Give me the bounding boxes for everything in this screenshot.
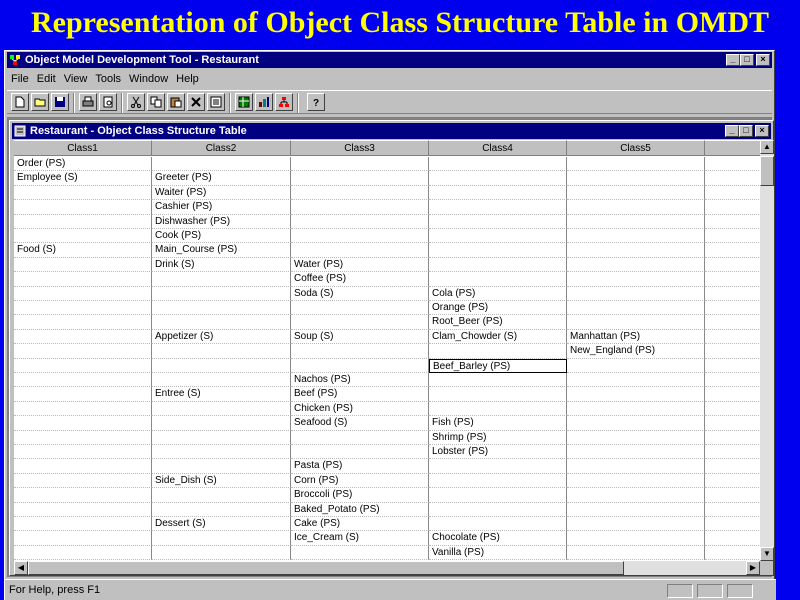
menu-tools[interactable]: Tools — [95, 73, 122, 85]
grid-cell[interactable] — [14, 373, 152, 387]
grid-cell[interactable] — [705, 387, 760, 401]
save-icon[interactable] — [51, 93, 69, 111]
chart-view-icon[interactable] — [255, 93, 273, 111]
grid-cell[interactable] — [291, 243, 429, 257]
grid-cell[interactable] — [291, 301, 429, 315]
grid-cell[interactable] — [291, 546, 429, 560]
grid-cell[interactable] — [152, 546, 291, 560]
status-pane-2 — [697, 584, 723, 598]
grid-cell[interactable] — [152, 272, 291, 286]
menu-view[interactable]: View — [63, 73, 88, 85]
grid-cell[interactable] — [14, 488, 152, 502]
grid-cell[interactable] — [705, 272, 760, 286]
grid-cell[interactable] — [152, 301, 291, 315]
grid-cell[interactable] — [705, 171, 760, 185]
grid-cell[interactable]: New_England (PS) — [567, 344, 705, 358]
grid-cell[interactable] — [14, 402, 152, 416]
menu-window[interactable]: Window — [129, 73, 169, 85]
grid-cell[interactable] — [429, 517, 567, 531]
menu-bar — [7, 70, 772, 88]
grid-cell[interactable] — [429, 200, 567, 214]
document-icon — [14, 125, 26, 137]
grid-cell[interactable] — [14, 431, 152, 445]
grid-cell[interactable] — [567, 359, 705, 373]
grid-cell[interactable]: Water (PS) — [291, 258, 429, 272]
grid-cell[interactable] — [291, 229, 429, 243]
copy-icon[interactable] — [147, 93, 165, 111]
grid-cell[interactable]: Root_Beer (PS) — [429, 315, 567, 329]
grid-cell[interactable] — [429, 229, 567, 243]
grid-cell[interactable] — [705, 258, 760, 272]
new-file-icon[interactable] — [11, 93, 29, 111]
grid-cell[interactable] — [14, 301, 152, 315]
grid-cell[interactable] — [567, 215, 705, 229]
grid-cell[interactable] — [705, 315, 760, 329]
grid-cell[interactable]: Dishwasher (PS) — [152, 215, 291, 229]
grid-cell[interactable] — [152, 488, 291, 502]
grid-cell[interactable]: Main_Course (PS) — [152, 243, 291, 257]
mdi-workspace — [7, 117, 772, 577]
grid-cell[interactable] — [152, 287, 291, 301]
slide-margin — [776, 50, 800, 600]
grid-cell[interactable] — [567, 287, 705, 301]
grid-cell[interactable] — [291, 359, 429, 373]
grid-cell[interactable] — [291, 431, 429, 445]
grid-cell[interactable]: Dessert (S) — [152, 517, 291, 531]
grid-cell[interactable] — [705, 229, 760, 243]
grid-cell[interactable] — [14, 272, 152, 286]
column-header-1[interactable]: Class1 — [14, 140, 152, 156]
grid-cell[interactable] — [291, 344, 429, 358]
grid-cell[interactable] — [14, 531, 152, 545]
grid-cell[interactable]: Clam_Chowder (S) — [429, 330, 567, 344]
vertical-scroll-thumb[interactable] — [760, 156, 774, 186]
grid-cell[interactable] — [291, 215, 429, 229]
column-header-5[interactable]: Class5 — [567, 140, 705, 156]
grid-cell[interactable] — [567, 157, 705, 171]
grid-cell[interactable] — [14, 416, 152, 430]
menu-edit[interactable]: Edit — [36, 73, 56, 85]
app-window — [4, 50, 775, 600]
grid-cell[interactable]: Beef (PS) — [291, 387, 429, 401]
print-icon[interactable] — [79, 93, 97, 111]
grid-cell[interactable] — [567, 200, 705, 214]
grid-cell[interactable] — [705, 243, 760, 257]
grid-cell[interactable] — [705, 474, 760, 488]
grid-cell[interactable] — [152, 431, 291, 445]
grid-cell[interactable] — [14, 258, 152, 272]
grid-cell[interactable] — [567, 258, 705, 272]
grid-cell[interactable] — [567, 488, 705, 502]
grid-cell[interactable] — [705, 488, 760, 502]
grid-cell[interactable]: Order (PS) — [14, 157, 152, 171]
cut-icon[interactable] — [127, 93, 145, 111]
maximize-button[interactable]: □ — [740, 54, 754, 66]
grid-cell[interactable] — [14, 344, 152, 358]
grid-cell[interactable] — [705, 373, 760, 387]
grid-cell[interactable] — [14, 200, 152, 214]
grid-cell[interactable]: Food (S) — [14, 243, 152, 257]
grid-cell[interactable] — [429, 387, 567, 401]
grid-cell[interactable]: Shrimp (PS) — [429, 431, 567, 445]
grid-cell[interactable] — [705, 157, 760, 171]
grid-cell[interactable] — [14, 503, 152, 517]
grid-cell[interactable] — [567, 474, 705, 488]
grid-cell[interactable] — [429, 503, 567, 517]
grid-cell[interactable]: Corn (PS) — [291, 474, 429, 488]
grid-cell[interactable] — [705, 200, 760, 214]
minimize-button[interactable]: _ — [726, 54, 740, 66]
grid-cell[interactable]: Greeter (PS) — [152, 171, 291, 185]
grid-cell[interactable] — [429, 243, 567, 257]
grid-cell[interactable] — [14, 517, 152, 531]
grid-cell[interactable] — [429, 373, 567, 387]
grid-cell[interactable] — [429, 459, 567, 473]
properties-icon[interactable] — [207, 93, 225, 111]
grid-cell[interactable] — [291, 157, 429, 171]
grid-cell[interactable]: Chocolate (PS) — [429, 531, 567, 545]
grid-cell[interactable] — [152, 531, 291, 545]
grid-cell[interactable] — [567, 445, 705, 459]
grid-cell[interactable]: Drink (S) — [152, 258, 291, 272]
grid-cell[interactable] — [14, 287, 152, 301]
status-message: For Help, press F1 — [9, 584, 101, 596]
grid-cell[interactable] — [567, 171, 705, 185]
child-close-button[interactable]: × — [755, 125, 769, 137]
grid-cell[interactable] — [705, 330, 760, 344]
table-view-icon[interactable] — [235, 93, 253, 111]
grid-cell[interactable] — [429, 402, 567, 416]
grid-cell[interactable] — [152, 503, 291, 517]
grid-cell[interactable] — [567, 229, 705, 243]
app-icon — [9, 54, 21, 66]
grid-cell[interactable] — [567, 531, 705, 545]
grid-cell[interactable] — [429, 272, 567, 286]
grid-cell[interactable]: Beef_Barley (PS) — [429, 359, 567, 373]
column-header-2[interactable]: Class2 — [152, 140, 291, 156]
scroll-right-icon[interactable]: ▶ — [746, 561, 760, 575]
grid-cell[interactable] — [14, 215, 152, 229]
grid-cell[interactable] — [705, 402, 760, 416]
grid-cell[interactable] — [152, 359, 291, 373]
grid-cell[interactable] — [567, 459, 705, 473]
grid-cell[interactable] — [14, 459, 152, 473]
grid-cell[interactable] — [152, 445, 291, 459]
grid-cell[interactable] — [705, 546, 760, 560]
class-structure-grid[interactable] — [14, 140, 760, 561]
grid-cell[interactable] — [705, 359, 760, 373]
grid-cell[interactable] — [567, 546, 705, 560]
grid-cell[interactable] — [14, 474, 152, 488]
grid-cell[interactable]: Cashier (PS) — [152, 200, 291, 214]
grid-cell[interactable] — [14, 229, 152, 243]
svg-text:?: ? — [313, 98, 320, 108]
delete-icon[interactable] — [187, 93, 205, 111]
grid-cell[interactable] — [14, 359, 152, 373]
grid-cell[interactable]: Coffee (PS) — [291, 272, 429, 286]
grid-cell[interactable] — [567, 416, 705, 430]
grid-cell[interactable] — [567, 373, 705, 387]
menu-file[interactable]: File — [11, 73, 29, 85]
paste-icon[interactable] — [167, 93, 185, 111]
status-bar — [5, 579, 776, 600]
child-window-title: Restaurant - Object Class Structure Table — [30, 125, 247, 137]
scroll-down-icon[interactable]: ▼ — [760, 547, 774, 561]
help-icon[interactable] — [307, 93, 325, 111]
vertical-scrollbar[interactable] — [760, 140, 774, 561]
grid-cell[interactable] — [705, 344, 760, 358]
column-header-6[interactable] — [705, 140, 760, 156]
grid-cell[interactable]: Seafood (S) — [291, 416, 429, 430]
app-title: Object Model Development Tool - Restaurant — [25, 54, 259, 66]
grid-cell[interactable] — [14, 546, 152, 560]
child-minimize-button[interactable]: _ — [725, 125, 739, 137]
column-header-4[interactable]: Class4 — [429, 140, 567, 156]
grid-cell[interactable] — [152, 416, 291, 430]
grid-cell[interactable] — [705, 301, 760, 315]
grid-cell[interactable] — [567, 315, 705, 329]
grid-cell[interactable] — [567, 431, 705, 445]
grid-cell[interactable] — [705, 416, 760, 430]
grid-cell[interactable]: Soup (S) — [291, 330, 429, 344]
grid-cell[interactable] — [14, 387, 152, 401]
grid-cell[interactable] — [567, 517, 705, 531]
grid-cell[interactable]: Cake (PS) — [291, 517, 429, 531]
grid-cell[interactable] — [705, 186, 760, 200]
grid-cell[interactable] — [14, 445, 152, 459]
grid-cell[interactable]: Appetizer (S) — [152, 330, 291, 344]
grid-cell[interactable]: Lobster (PS) — [429, 445, 567, 459]
grid-cell[interactable] — [705, 531, 760, 545]
grid-cell[interactable]: Cola (PS) — [429, 287, 567, 301]
grid-cell[interactable] — [14, 315, 152, 329]
grid-cell[interactable]: Employee (S) — [14, 171, 152, 185]
grid-cell[interactable] — [291, 315, 429, 329]
grid-cell[interactable] — [152, 344, 291, 358]
grid-cell[interactable] — [152, 157, 291, 171]
grid-cell[interactable]: Soda (S) — [291, 287, 429, 301]
scroll-left-icon[interactable]: ◀ — [14, 561, 28, 575]
open-folder-icon[interactable] — [31, 93, 49, 111]
grid-cell[interactable] — [705, 287, 760, 301]
grid-cell[interactable]: Pasta (PS) — [291, 459, 429, 473]
horizontal-scrollbar[interactable] — [14, 561, 760, 575]
grid-cell[interactable]: Entree (S) — [152, 387, 291, 401]
scroll-up-icon[interactable]: ▲ — [760, 140, 774, 154]
grid-cell[interactable] — [429, 344, 567, 358]
grid-cell[interactable]: Cook (PS) — [152, 229, 291, 243]
grid-cell[interactable] — [567, 387, 705, 401]
grid-cell[interactable]: Ice_Cream (S) — [291, 531, 429, 545]
child-maximize-button[interactable]: □ — [739, 125, 753, 137]
grid-cell[interactable] — [291, 200, 429, 214]
column-header-3[interactable]: Class3 — [291, 140, 429, 156]
grid-cell[interactable]: Chicken (PS) — [291, 402, 429, 416]
print-preview-icon[interactable] — [99, 93, 117, 111]
grid-cell[interactable] — [705, 215, 760, 229]
grid-cell[interactable] — [291, 186, 429, 200]
grid-cell[interactable] — [705, 503, 760, 517]
child-titlebar[interactable] — [12, 123, 771, 139]
grid-cell[interactable] — [429, 215, 567, 229]
grid-cell[interactable]: Side_Dish (S) — [152, 474, 291, 488]
grid-cell[interactable] — [291, 445, 429, 459]
grid-cell[interactable] — [567, 272, 705, 286]
grid-cell[interactable] — [152, 459, 291, 473]
status-pane-3 — [727, 584, 753, 598]
slide-title: Representation of Object Class Structure Table in OMDT — [30, 6, 770, 39]
grid-cell[interactable] — [705, 459, 760, 473]
grid-cell[interactable] — [705, 431, 760, 445]
horizontal-scroll-thumb[interactable] — [28, 561, 624, 575]
grid-cell[interactable] — [567, 243, 705, 257]
status-pane-1 — [667, 584, 693, 598]
grid-cell[interactable] — [14, 186, 152, 200]
app-titlebar[interactable] — [7, 52, 772, 68]
grid-cell[interactable] — [567, 503, 705, 517]
grid-cell[interactable] — [429, 488, 567, 502]
grid-cell[interactable]: Manhattan (PS) — [567, 330, 705, 344]
grid-cell[interactable] — [429, 171, 567, 185]
grid-cell[interactable] — [152, 402, 291, 416]
tree-view-icon[interactable] — [275, 93, 293, 111]
grid-cell[interactable]: Vanilla (PS) — [429, 546, 567, 560]
toolbar — [7, 90, 772, 114]
grid-cell[interactable] — [705, 445, 760, 459]
grid-cell[interactable] — [567, 186, 705, 200]
grid-cell[interactable] — [291, 171, 429, 185]
grid-cell[interactable] — [429, 186, 567, 200]
grid-cell[interactable] — [567, 402, 705, 416]
close-button[interactable]: × — [756, 54, 770, 66]
grid-cell[interactable]: Waiter (PS) — [152, 186, 291, 200]
object-class-structure-window — [9, 120, 774, 576]
grid-cell[interactable]: Orange (PS) — [429, 301, 567, 315]
menu-help[interactable]: Help — [176, 73, 199, 85]
grid-cell[interactable]: Baked_Potato (PS) — [291, 503, 429, 517]
grid-cell[interactable] — [14, 330, 152, 344]
grid-cell[interactable] — [705, 517, 760, 531]
grid-cell[interactable] — [152, 373, 291, 387]
grid-cell[interactable]: Broccoli (PS) — [291, 488, 429, 502]
grid-cell[interactable] — [429, 157, 567, 171]
grid-cell[interactable] — [152, 315, 291, 329]
grid-cell[interactable]: Fish (PS) — [429, 416, 567, 430]
grid-cell[interactable] — [429, 474, 567, 488]
grid-cell[interactable]: Nachos (PS) — [291, 373, 429, 387]
grid-cell[interactable] — [567, 301, 705, 315]
grid-cell[interactable] — [429, 258, 567, 272]
